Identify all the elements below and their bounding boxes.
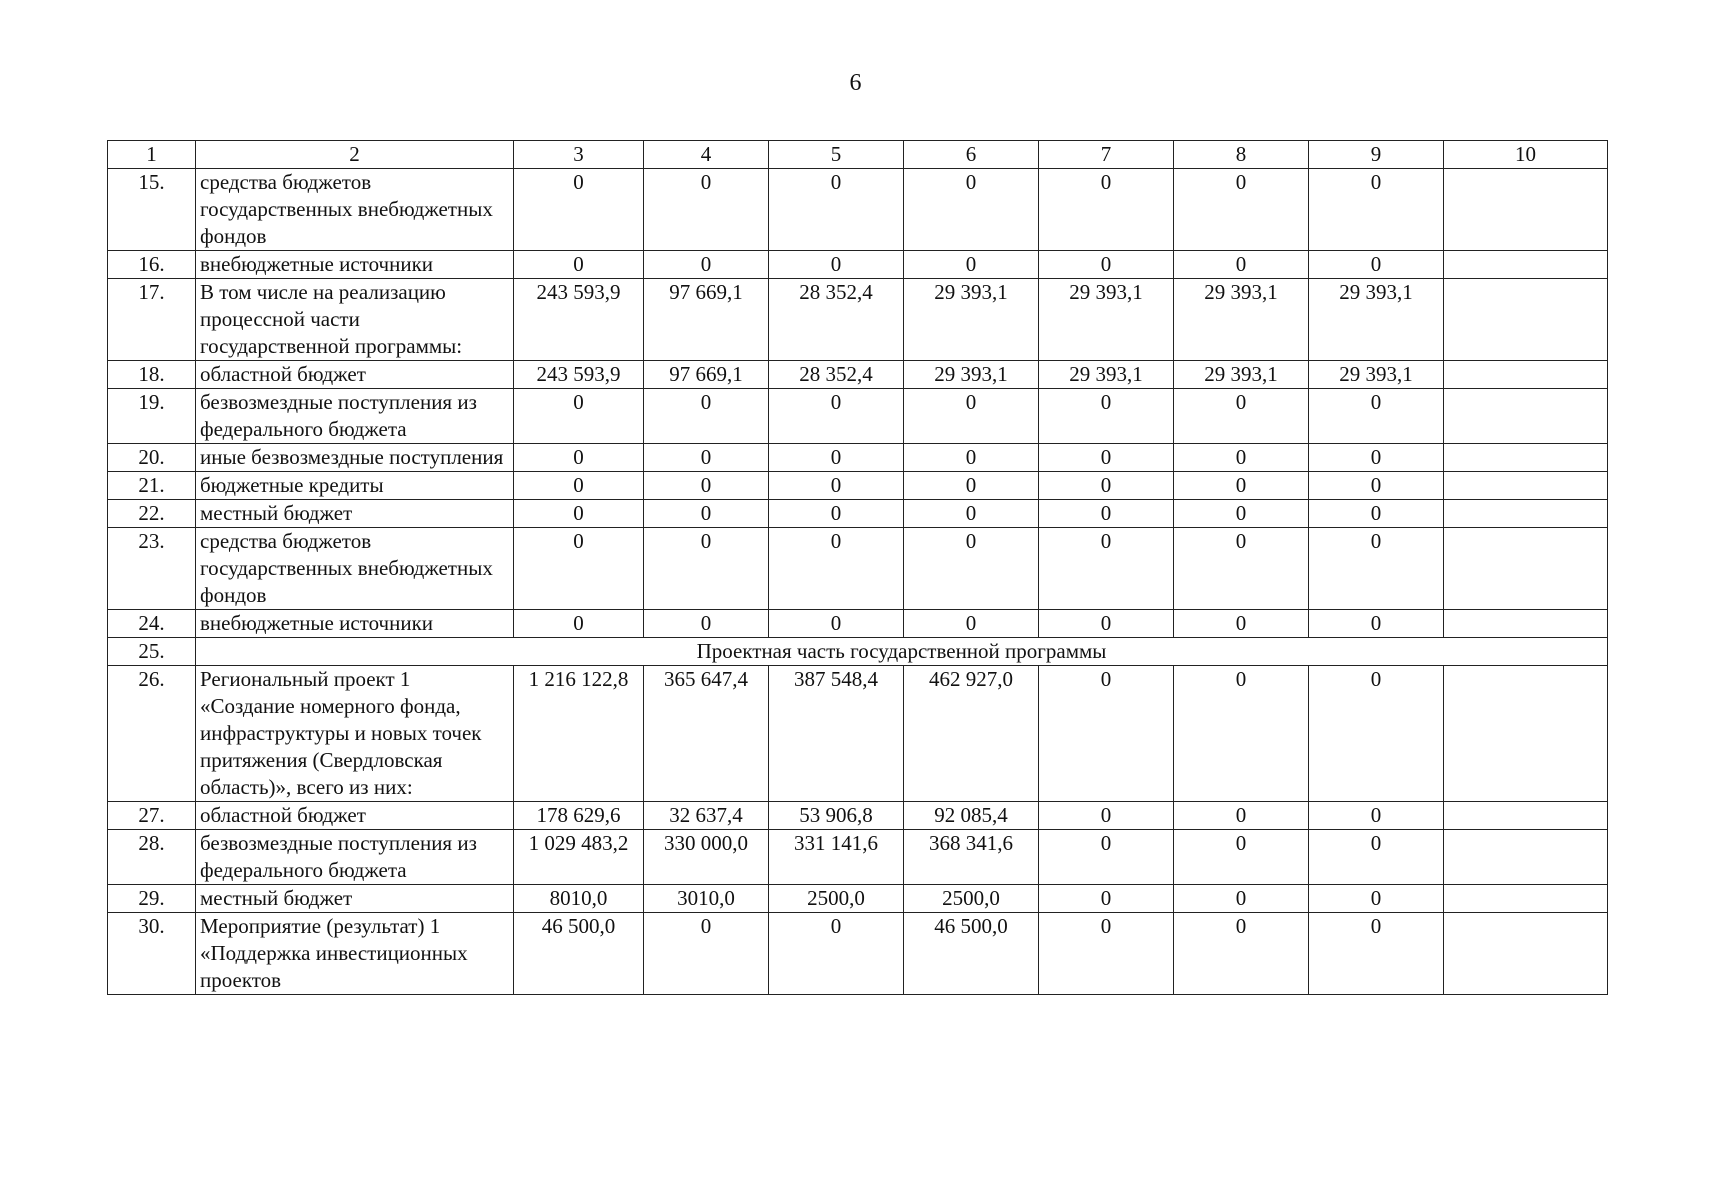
table-row — [108, 638, 1608, 666]
value-cell: 0 — [1309, 389, 1444, 444]
value-cell: 0 — [1039, 500, 1174, 528]
value-cell: 0 — [1174, 610, 1309, 638]
value-cell: 0 — [1174, 251, 1309, 279]
value-cell: 330 000,0 — [644, 830, 769, 885]
value-cell: 0 — [1039, 169, 1174, 251]
row-label: местный бюджет — [196, 500, 514, 528]
value-cell: 0 — [769, 610, 904, 638]
row-label: внебюджетные источники — [196, 251, 514, 279]
header-cell: 4 — [644, 141, 769, 169]
value-cell: 1 216 122,8 — [514, 666, 644, 802]
value-cell — [1444, 444, 1608, 472]
row-number: 15. — [108, 169, 196, 251]
row-number: 19. — [108, 389, 196, 444]
value-cell: 0 — [769, 169, 904, 251]
value-cell: 0 — [1309, 913, 1444, 995]
value-cell: 0 — [1309, 500, 1444, 528]
value-cell: 0 — [904, 389, 1039, 444]
value-cell: 0 — [1309, 802, 1444, 830]
row-label: иные безвозмездные поступления — [196, 444, 514, 472]
row-number: 22. — [108, 500, 196, 528]
row-label: областной бюджет — [196, 802, 514, 830]
value-cell: 0 — [644, 389, 769, 444]
value-cell: 0 — [514, 528, 644, 610]
header-cell: 5 — [769, 141, 904, 169]
budget-table — [107, 140, 1608, 995]
value-cell: 0 — [1039, 251, 1174, 279]
value-cell: 0 — [1309, 885, 1444, 913]
table-row — [108, 802, 1608, 830]
value-cell: 0 — [514, 472, 644, 500]
value-cell: 0 — [1039, 472, 1174, 500]
value-cell: 0 — [644, 444, 769, 472]
value-cell: 29 393,1 — [1309, 361, 1444, 389]
value-cell: 0 — [644, 472, 769, 500]
value-cell: 0 — [514, 610, 644, 638]
row-number: 30. — [108, 913, 196, 995]
header-cell: 7 — [1039, 141, 1174, 169]
value-cell: 0 — [1174, 444, 1309, 472]
value-cell: 0 — [904, 169, 1039, 251]
value-cell — [1444, 472, 1608, 500]
value-cell: 97 669,1 — [644, 361, 769, 389]
table-row — [108, 279, 1608, 361]
row-number: 29. — [108, 885, 196, 913]
value-cell: 0 — [904, 444, 1039, 472]
row-number: 18. — [108, 361, 196, 389]
value-cell: 1 029 483,2 — [514, 830, 644, 885]
value-cell: 32 637,4 — [644, 802, 769, 830]
row-number: 23. — [108, 528, 196, 610]
value-cell: 0 — [1039, 885, 1174, 913]
row-label: безвозмездные поступления из федерального бюджета — [196, 389, 514, 444]
value-cell: 0 — [1174, 830, 1309, 885]
value-cell: 0 — [1174, 528, 1309, 610]
value-cell: 0 — [769, 913, 904, 995]
value-cell: 29 393,1 — [1174, 279, 1309, 361]
value-cell — [1444, 251, 1608, 279]
value-cell — [1444, 528, 1608, 610]
value-cell: 29 393,1 — [904, 361, 1039, 389]
value-cell — [1444, 169, 1608, 251]
value-cell: 0 — [644, 610, 769, 638]
table-row — [108, 885, 1608, 913]
value-cell: 0 — [514, 500, 644, 528]
table-row — [108, 169, 1608, 251]
header-cell: 2 — [196, 141, 514, 169]
value-cell: 0 — [1039, 830, 1174, 885]
row-label: областной бюджет — [196, 361, 514, 389]
page-number: 6 — [849, 70, 862, 96]
value-cell: 29 393,1 — [1039, 361, 1174, 389]
value-cell — [1444, 279, 1608, 361]
value-cell: 0 — [769, 444, 904, 472]
value-cell: 46 500,0 — [514, 913, 644, 995]
value-cell: 0 — [1309, 251, 1444, 279]
row-label: внебюджетные источники — [196, 610, 514, 638]
value-cell — [1444, 802, 1608, 830]
value-cell: 243 593,9 — [514, 279, 644, 361]
value-cell: 0 — [1309, 610, 1444, 638]
table-row — [108, 361, 1608, 389]
value-cell: 0 — [1309, 666, 1444, 802]
value-cell: 0 — [1309, 472, 1444, 500]
row-number: 16. — [108, 251, 196, 279]
row-label: средства бюджетов государственных внебюджетных фондов — [196, 169, 514, 251]
value-cell: 365 647,4 — [644, 666, 769, 802]
value-cell: 243 593,9 — [514, 361, 644, 389]
value-cell — [1444, 830, 1608, 885]
header-cell: 6 — [904, 141, 1039, 169]
header-cell: 8 — [1174, 141, 1309, 169]
value-cell: 0 — [904, 500, 1039, 528]
value-cell — [1444, 666, 1608, 802]
value-cell: 331 141,6 — [769, 830, 904, 885]
value-cell — [1444, 389, 1608, 444]
value-cell: 0 — [904, 610, 1039, 638]
value-cell: 462 927,0 — [904, 666, 1039, 802]
header-cell: 9 — [1309, 141, 1444, 169]
value-cell: 0 — [514, 389, 644, 444]
value-cell: 0 — [1309, 169, 1444, 251]
value-cell: 0 — [769, 500, 904, 528]
value-cell: 0 — [1039, 666, 1174, 802]
value-cell: 29 393,1 — [1309, 279, 1444, 361]
value-cell — [1444, 885, 1608, 913]
row-label: Мероприятие (результат) 1 «Поддержка инвестиционных проектов — [196, 913, 514, 995]
row-label: местный бюджет — [196, 885, 514, 913]
value-cell: 0 — [514, 251, 644, 279]
value-cell: 0 — [769, 389, 904, 444]
table-row — [108, 666, 1608, 802]
table-row — [108, 913, 1608, 995]
row-label: средства бюджетов государственных внебюджетных фондов — [196, 528, 514, 610]
value-cell: 0 — [769, 251, 904, 279]
row-number: 28. — [108, 830, 196, 885]
row-number: 21. — [108, 472, 196, 500]
value-cell: 0 — [644, 528, 769, 610]
value-cell: 0 — [1174, 885, 1309, 913]
value-cell — [1444, 610, 1608, 638]
value-cell: 28 352,4 — [769, 361, 904, 389]
row-label: безвозмездные поступления из федерального бюджета — [196, 830, 514, 885]
table-row — [108, 830, 1608, 885]
value-cell: 0 — [644, 169, 769, 251]
value-cell: 387 548,4 — [769, 666, 904, 802]
value-cell: 0 — [1039, 528, 1174, 610]
row-number: 17. — [108, 279, 196, 361]
value-cell: 3010,0 — [644, 885, 769, 913]
value-cell: 0 — [904, 472, 1039, 500]
value-cell: 0 — [769, 528, 904, 610]
value-cell: 0 — [904, 528, 1039, 610]
value-cell — [1444, 500, 1608, 528]
value-cell: 0 — [1174, 666, 1309, 802]
value-cell: 178 629,6 — [514, 802, 644, 830]
value-cell: 0 — [1039, 913, 1174, 995]
value-cell: 0 — [644, 913, 769, 995]
value-cell: 0 — [1174, 169, 1309, 251]
row-label: бюджетные кредиты — [196, 472, 514, 500]
value-cell: 0 — [1174, 913, 1309, 995]
value-cell: 0 — [1039, 444, 1174, 472]
value-cell: 0 — [644, 251, 769, 279]
value-cell: 0 — [1174, 500, 1309, 528]
value-cell: 0 — [1309, 830, 1444, 885]
value-cell: 8010,0 — [514, 885, 644, 913]
value-cell: 92 085,4 — [904, 802, 1039, 830]
header-cell: 3 — [514, 141, 644, 169]
table-row — [108, 251, 1608, 279]
header-cell: 1 — [108, 141, 196, 169]
value-cell: 53 906,8 — [769, 802, 904, 830]
section-title: Проектная часть государственной программы — [196, 638, 1608, 666]
value-cell — [1444, 361, 1608, 389]
value-cell — [1444, 913, 1608, 995]
header-cell: 10 — [1444, 141, 1608, 169]
table-row — [108, 610, 1608, 638]
value-cell: 0 — [514, 169, 644, 251]
value-cell: 0 — [514, 444, 644, 472]
value-cell: 28 352,4 — [769, 279, 904, 361]
table-row — [108, 528, 1608, 610]
value-cell: 29 393,1 — [904, 279, 1039, 361]
row-number: 26. — [108, 666, 196, 802]
value-cell: 29 393,1 — [1174, 361, 1309, 389]
table-row — [108, 389, 1608, 444]
row-number: 25. — [108, 638, 196, 666]
value-cell: 2500,0 — [904, 885, 1039, 913]
value-cell: 0 — [1174, 472, 1309, 500]
table-row — [108, 444, 1608, 472]
value-cell: 0 — [1039, 802, 1174, 830]
value-cell: 97 669,1 — [644, 279, 769, 361]
value-cell: 0 — [1309, 444, 1444, 472]
table-row — [108, 472, 1608, 500]
value-cell: 0 — [904, 251, 1039, 279]
row-number: 27. — [108, 802, 196, 830]
value-cell: 29 393,1 — [1039, 279, 1174, 361]
value-cell: 0 — [1174, 389, 1309, 444]
value-cell: 46 500,0 — [904, 913, 1039, 995]
row-label: В том числе на реализацию процессной части государственной программы: — [196, 279, 514, 361]
value-cell: 0 — [1309, 528, 1444, 610]
row-number: 20. — [108, 444, 196, 472]
table-row — [108, 500, 1608, 528]
value-cell: 2500,0 — [769, 885, 904, 913]
value-cell: 0 — [1174, 802, 1309, 830]
value-cell: 0 — [1039, 610, 1174, 638]
value-cell: 0 — [769, 472, 904, 500]
value-cell: 0 — [1039, 389, 1174, 444]
row-label: Региональный проект 1 «Создание номерного фонда, инфраструктуры и новых точек притяжения (Свердловская область)», всего из них: — [196, 666, 514, 802]
value-cell: 0 — [644, 500, 769, 528]
header-row — [108, 141, 1608, 169]
row-number: 24. — [108, 610, 196, 638]
value-cell: 368 341,6 — [904, 830, 1039, 885]
